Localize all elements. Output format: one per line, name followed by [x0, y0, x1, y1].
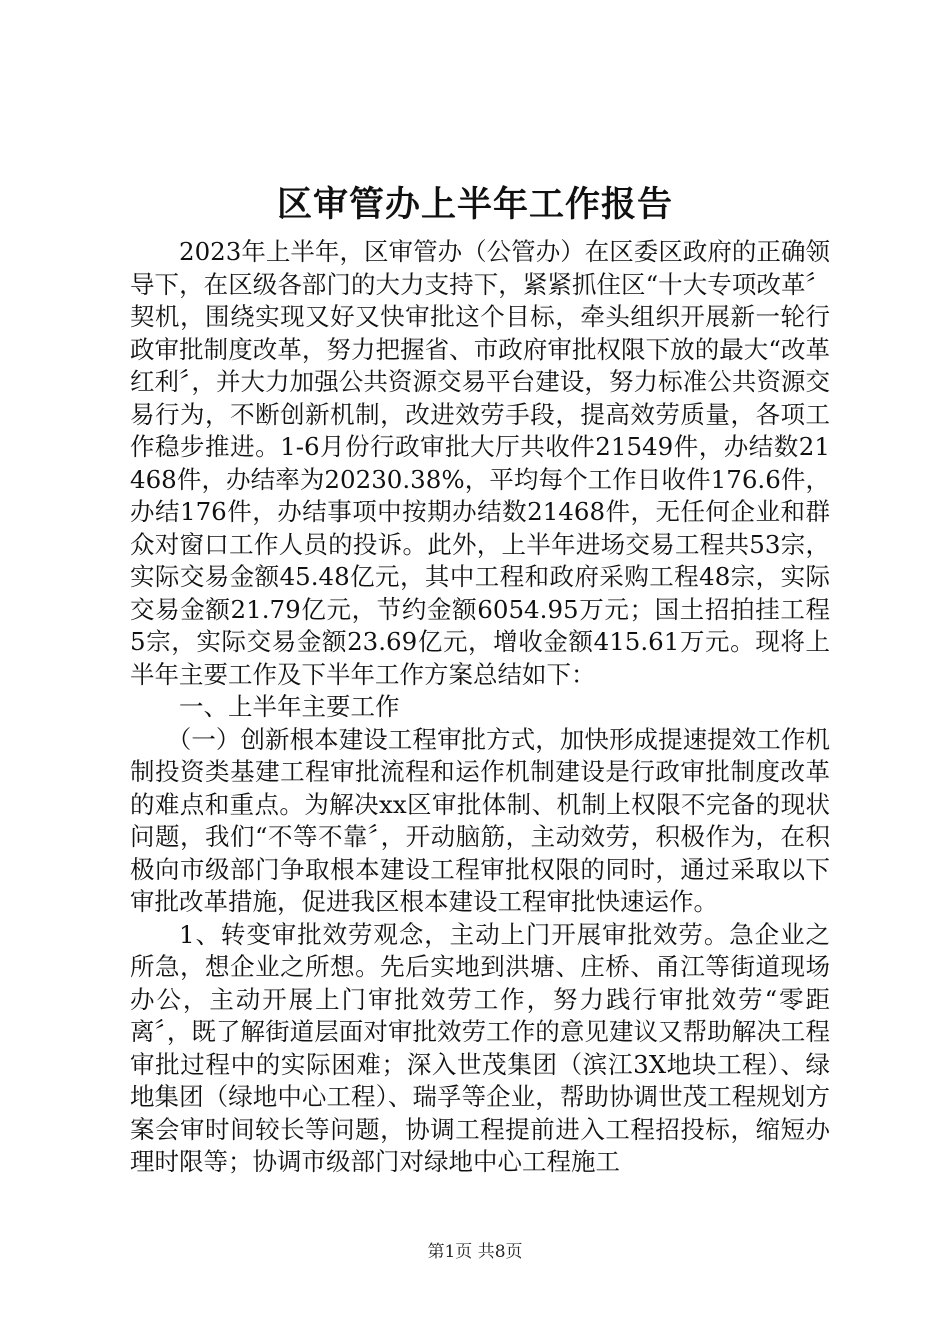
document-body [130, 236, 830, 1179]
item-paragraph: 1、转变审批效劳观念，主动上门开展审批效劳。急企业之所急，想企业之所想。先后实地到洪塘、庄桥、甬江等街道现场办公，主动开展上门审批效劳工作，努力践行审批效劳“零距离〞，既了解街道层面对审批效劳工作的意见建议又帮助解决工程审批过程中的实际困难；深入世茂集团（滨江3X地块工程）、绿地集团（绿地中心工程）、瑞孚等企业，帮助协调世茂工程规划方案会审时间较长等问题，协调工程提前进入工程招投标，缩短办理时限等；协调市级部门对绿地中心工程施工 [130, 919, 830, 1176]
page-footer: 第1页 共8页 [427, 1242, 523, 1262]
intro-paragraph: 2023年上半年，区审管办（公管办）在区委区政府的正确领导下，在区级各部门的大力支持下，紧紧抓住区“十大专项改革〞契机，围绕实现又好又快审批这个目标，牵头组织开展新一轮行政审批制度改革，努力把握省、市政府审批权限下放的最大“改革红利〞，并大力加强公共资源交易平台建设，努力标准公共资源交易行为，不断创新机制，改进效劳手段，提高效劳质量，各项工作稳步推进。1-6月份行政审批大厅共收件21549件，办结数21468件，办结率为20230.38%，平均每个工作日收件176.6件，办结176件，办结事项中按期办结数21468件，无任何企业和群众对窗口工作人员的投诉。此外，上半年进场交易工程共53宗，实际交易金额45.48亿元，其中工程和政府采购工程48宗，实际交易金额21.79亿元，节约金额6054.95万元；国土招拍挂工程5宗，实际交易金额23.69亿元，增收金额415.61万元。现将上半年主要工作及下半年工作方案总结如下： [130, 237, 830, 689]
section-heading: 一、上半年主要工作 [179, 692, 400, 721]
subsection-paragraph: （一）创新根本建设工程审批方式，加快形成提速提效工作机制投资类基建工程审批流程和运作机制建设是行政审批制度改革的难点和重点。为解决xx区审批体制、机制上权限不完备的现状问题，我们“不等不靠〞，开动脑筋，主动效劳，积极作为，在积极向市级部门争取根本建设工程审批权限的同时，通过采取以下审批改革措施，促进我区根本建设工程审批快速运作。 [130, 724, 830, 916]
document-title: 区审管办上半年工作报告 [276, 184, 673, 225]
